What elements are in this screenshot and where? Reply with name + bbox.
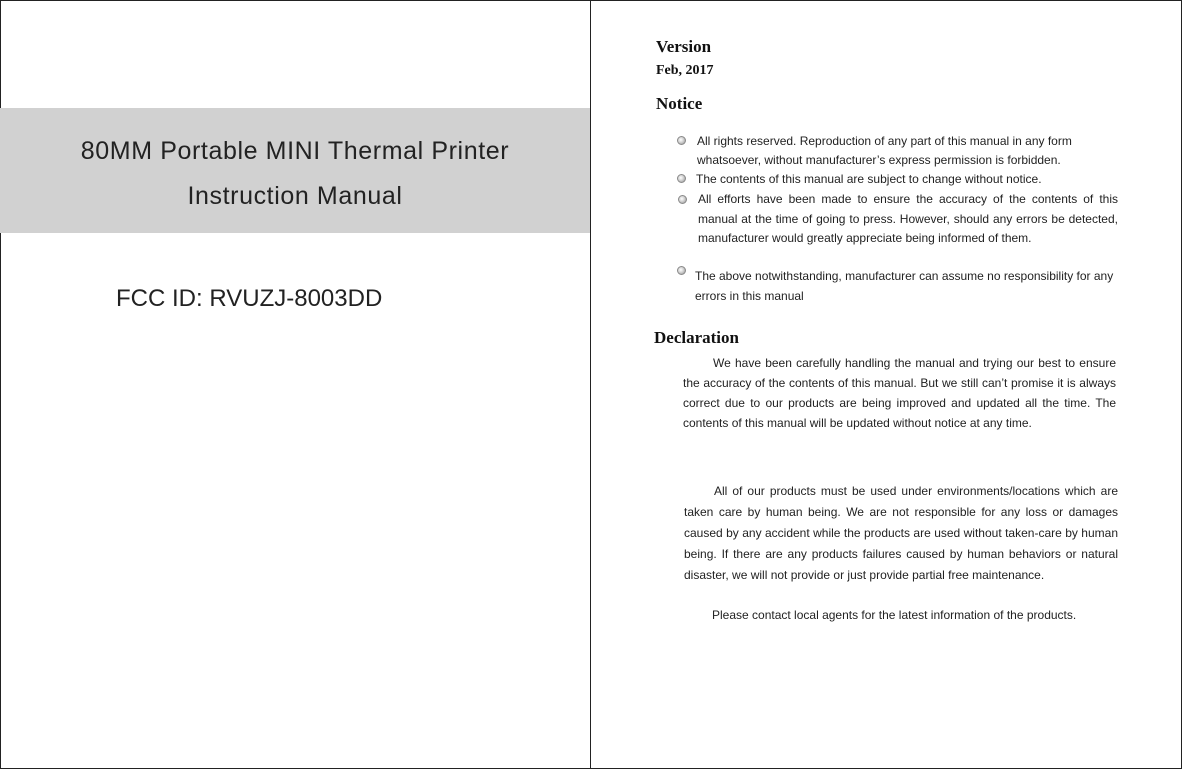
title-band <box>0 108 590 233</box>
bullet-icon <box>677 136 686 145</box>
notice-heading: Notice <box>656 94 703 113</box>
notice-item: All rights reserved. Reproduction of any part of this manual in any form whatsoever, without manufacturer’s express permission is forbidden. <box>697 134 1072 167</box>
version-heading: Version <box>656 37 712 56</box>
bullet-icon <box>677 266 686 275</box>
bullet-icon <box>677 174 686 183</box>
manual-title-line1: 80MM Portable MINI Thermal Printer <box>80 137 510 165</box>
fcc-id: FCC ID: RVUZJ-8003DD <box>116 285 383 312</box>
manual-title-line2: Instruction Manual <box>187 182 403 210</box>
declaration-paragraph: All of our products must be used under environments/locations which are taken care by human being. We are not responsible for any loss or damages caused by any accident while the products are used without taken-care by human being. If there are any products failures caused by human behaviors or natural disaster, we will not provide or just provide partial free maintenance. <box>684 484 1118 582</box>
version-date: Feb, 2017 <box>656 63 714 78</box>
declaration-paragraph: We have been carefully handling the manual and trying our best to ensure the accuracy of the contents of this manual. But we still can’t promise it is always correct due to our products are being improved and updated all the time. The contents of this manual will be updated without notice at any time. <box>683 356 1116 430</box>
notice-item: The above notwithstanding, manufacturer can assume no responsibility for any errors in this manual <box>695 269 1114 303</box>
notice-item: The contents of this manual are subject to change without notice. <box>696 172 1042 186</box>
declaration-paragraph: Please contact local agents for the latest information of the products. <box>712 608 1077 622</box>
notice-item: All efforts have been made to ensure the accuracy of the contents of this manual at the time of going to press. However, should any errors be detected, manufacturer would greatly appreciate being informed of them. <box>698 192 1118 245</box>
declaration-heading: Declaration <box>654 328 739 347</box>
bullet-icon <box>678 195 687 204</box>
